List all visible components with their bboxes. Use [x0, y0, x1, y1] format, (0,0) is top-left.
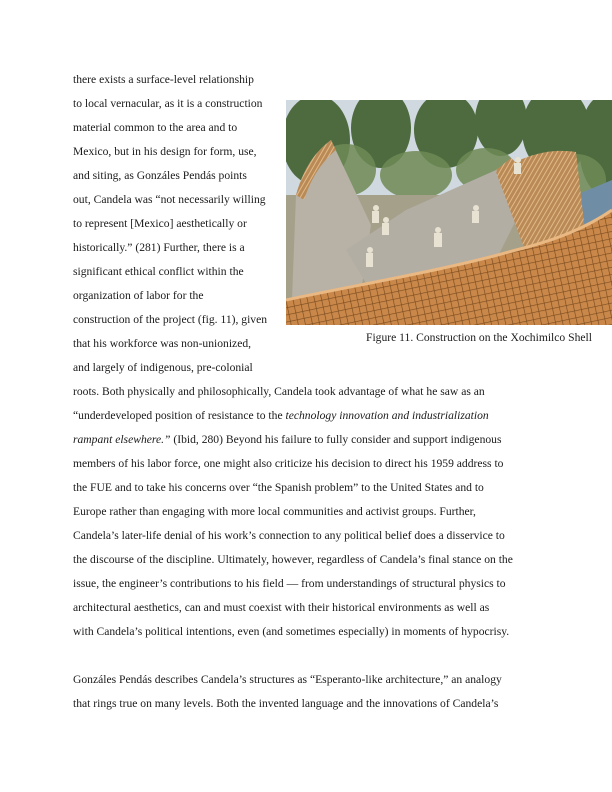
text-line: and largely of indigenous, pre-colonial [73, 361, 253, 374]
figure-11-photo [286, 100, 612, 325]
text-line: Mexico, but in his design for form, use, [73, 145, 257, 158]
text-run: (Ibid, 280) Beyond his failure to fully consider and support indigenous [170, 433, 502, 446]
text-line: historically.” (281) Further, there is a [73, 241, 245, 254]
text-line: and siting, as Gonzáles Pendás points [73, 169, 247, 182]
text-line: the FUE and to take his concerns over “the Spanish problem” to the United States and to [73, 481, 484, 494]
text-line: there exists a surface-level relationship [73, 73, 254, 86]
text-line: members of his labor force, one might also criticize his decision to direct his 1959 address to [73, 457, 504, 470]
text-line: to represent [Mexico] aesthetically or [73, 217, 247, 230]
text-line: the discourse of the discipline. Ultimately, however, regardless of Candela’s final stance on the [73, 553, 513, 566]
text-line: significant ethical conflict within the [73, 265, 244, 278]
text-line: to local vernacular, as it is a construction [73, 97, 263, 110]
text-line: Candela’s later-life denial of his work’s connection to any political belief does a disservice to [73, 529, 505, 542]
figure-caption: Figure 11. Construction on the Xochimilco Shell [366, 331, 592, 344]
text-line [73, 409, 489, 423]
text-line: architectural aesthetics, can and must coexist with their historical environments as well as [73, 601, 490, 614]
text-line: issue, the engineer’s contributions to his field — from understandings of structural physics to [73, 577, 506, 590]
text-line: construction of the project (fig. 11), given [73, 313, 268, 326]
text-line: roots. Both physically and philosophically, Candela took advantage of what he saw as an [73, 385, 485, 398]
text-line: that his workforce was non-unionized, [73, 337, 252, 350]
italic-text-run: technology innovation and industrialization [285, 409, 489, 422]
construction-photo-illustration [286, 100, 612, 325]
text-line: with Candela’s political intentions, even (and sometimes especially) in moments of hypocrisy. [73, 625, 510, 638]
text-run: “underdeveloped position of resistance to the [73, 409, 286, 422]
text-line: that rings true on many levels. Both the invented language and the innovations of Candela’s [73, 697, 499, 710]
text-line: out, Candela was “not necessarily willing [73, 193, 266, 206]
text-line: material common to the area and to [73, 121, 238, 134]
text-line: Europe rather than engaging with more local communities and activist groups. Further, [73, 505, 476, 518]
italic-text-run: rampant elsewhere.” [73, 433, 171, 446]
text-line: organization of labor for the [73, 289, 204, 302]
text-line [73, 433, 501, 447]
text-line: Gonzáles Pendás describes Candela’s structures as “Esperanto-like architecture,” an analogy [73, 673, 502, 686]
